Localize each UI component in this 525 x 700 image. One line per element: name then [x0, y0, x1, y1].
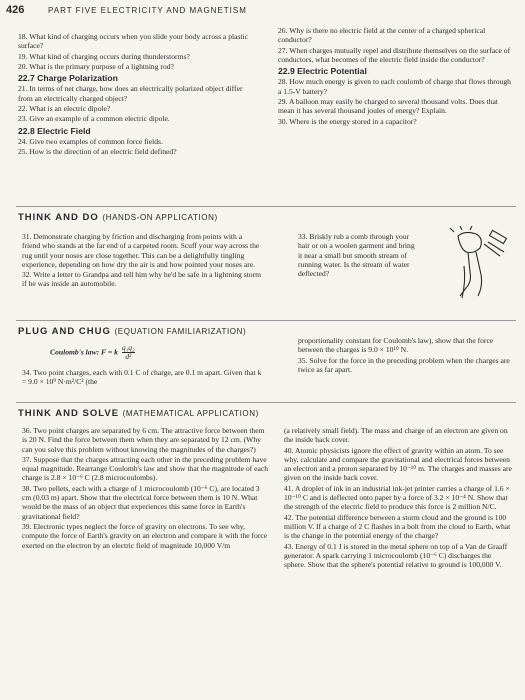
formula-numerator: q₁q₂ [121, 343, 135, 352]
question-21: 21. In terms of net charge, how does an electrically polarized object differ from an electrically charged object? [18, 84, 243, 103]
question-31: 31. Demonstrate charging by friction and discharging from points with a friend who stands at the far end of a carpeted room. Scuff your way across the rug until your noses are close together. This can be a delightfully tingling experience, depending on how dry the air is and how pointed your noses are. [22, 232, 260, 269]
review-questions-right [278, 26, 514, 127]
think-and-do-left [22, 232, 262, 290]
plug-and-chug-left [22, 368, 262, 388]
question-27: 27. When charges mutually repel and distribute themselves on the surface of conductors, what becomes of the electric field inside the conductor? [278, 45, 511, 64]
section-rule [16, 320, 516, 321]
section-title: PLUG AND CHUG [18, 326, 111, 337]
question-33: 33. Briskly rub a comb through your hair or on a woolen garment and bring it near a small but smooth stream of running water. Is the stream of water deflected? [298, 232, 415, 279]
question-40: 40. Atomic physicists ignore the effect of gravity within an atom. To see why, calculate and compare the gravitational and electrical forces between an electron and a proton separated by 10⁻¹⁰ m. The charges and masses are given on the inside back cover. [284, 445, 512, 483]
think-and-solve-right [284, 426, 514, 570]
question-28: 28. How much energy is given to each coulomb of charge that flows through a 1.5-V battery? [278, 77, 511, 96]
question-35: 35. Solve for the force in the preceding problem when the charges are twice as far apart. [298, 355, 510, 374]
question-38: 38. Two pellets, each with a charge of 1 microcoulomb (10⁻⁶ C), are located 3 cm (0.03 m) apart. Show that the electrical force between them is 10 N. What would be the mass of an object that experiences this same force in Earth's gravitational field? [22, 483, 260, 521]
comb-hair-illustration [440, 226, 510, 304]
question-32: 32. Write a letter to Grandpa and tell him why he'd be safe in a lightning storm if he was inside an automobile. [22, 270, 262, 289]
question-19: 19. What kind of charging occurs during thunderstorms? [18, 51, 190, 61]
question-39: 39. Electronic types neglect the force of gravity on electrons. To see why, compute the force of Earth's gravity on an electron and compare it with the force exerted on the electron by an electric field of magnitude 10,000 V/m [22, 521, 268, 550]
section-rule [16, 402, 516, 403]
question-18: 18. What kind of charging occurs when you slide your body across a plastic surface? [18, 32, 249, 51]
question-26: 26. Why is there no electric field at the center of a charged spherical conductor? [278, 26, 486, 45]
subheading-electric-potential: 22.9 Electric Potential [278, 66, 367, 77]
question-24: 24. Give two examples of common force fields. [18, 136, 163, 146]
question-34-continued: proportionality constant for Coulomb's law), show that the force between the charges is 9.0 × 10¹⁰ N. [298, 336, 494, 355]
think-and-do-right [298, 232, 420, 279]
think-and-solve-heading [18, 408, 259, 419]
formula-denominator: d² [125, 352, 132, 361]
question-41: 41. A droplet of ink in an industrial ink-jet printer carries a charge of 1.6 × 10⁻¹⁰ C and is deflected onto paper by a force of 3.2 × 10⁻⁴ N. Show that the strength of the electric field to produce this force is 2 million N/C. [284, 483, 510, 512]
formula-label: Coulomb's law: F = k [50, 347, 118, 357]
think-and-do-heading [18, 212, 218, 223]
subheading-charge-polarization: 22.7 Charge Polarization [18, 73, 118, 84]
question-34: 34. Two point charges, each with 0.1 C of charge, are 0.1 m apart. Given that k = 9.0 × 10⁹ N·m²/C² (the [22, 368, 262, 387]
think-and-solve-left [22, 426, 270, 551]
question-36: 36. Two point charges are separated by 6 cm. The attractive force between them is 20 N. Find the force between them when they are separated by 12 cm. (Why can you solve this problem without knowing the magnitudes of the charges?) [22, 426, 265, 454]
coulombs-law-formula [50, 344, 250, 361]
page-header [0, 0, 525, 22]
question-25: 25. How is the direction of an electric field defined? [18, 147, 177, 157]
review-questions-left [18, 32, 258, 158]
section-subtitle: (HANDS-ON APPLICATION) [102, 213, 218, 222]
question-20: 20. What is the primary purpose of a lightning rod? [18, 61, 174, 71]
section-rule [16, 206, 516, 207]
question-43: 43. Energy of 0.1 J is stored in the metal sphere on top of a Van de Graaff generator. A spark carrying 1 microcoulomb (10⁻⁶ C) discharges the sphere. Show that the sphere's potential relative to ground is 100,000 V. [284, 541, 508, 570]
question-30: 30. Where is the energy stored in a capacitor? [278, 116, 417, 126]
question-37: 37. Suppose that the charges attracting each other in the preceding problem have equal magnitude. Rearrange Coulomb's law and show that the magnitude of each charge is 2.8 × 10⁻⁶ C (2.8 microcoulombs). [22, 454, 268, 483]
part-title: PART FIVE ELECTRICITY AND MAGNETISM [48, 6, 247, 15]
question-22: 22. What is an electric dipole? [18, 104, 111, 114]
question-42: 42. The potential difference between a storm cloud and the ground is 100 million V. If a charge of 2 C flashes in a bolt from the cloud to Earth, what is the change in the potential energy of the charge? [284, 512, 511, 541]
question-39-continued: (a relatively small field). The mass and charge of an electron are given on the inside back cover. [284, 426, 508, 445]
plug-and-chug-right [298, 336, 512, 375]
section-title: THINK AND DO [18, 212, 99, 223]
section-title: THINK AND SOLVE [18, 408, 120, 419]
section-subtitle: (EQUATION FAMILIARIZATION) [114, 327, 247, 336]
question-29: 29. A balloon may easily be charged to several thousand volts. Does that mean it has several thousand joules of energy? Explain. [278, 97, 499, 116]
page-number: 426 [6, 4, 25, 16]
subheading-electric-field: 22.8 Electric Field [18, 125, 91, 136]
question-23: 23. Give an example of a common electric dipole. [18, 114, 170, 124]
plug-and-chug-heading [18, 326, 246, 337]
section-subtitle: (MATHEMATICAL APPLICATION) [122, 409, 259, 418]
